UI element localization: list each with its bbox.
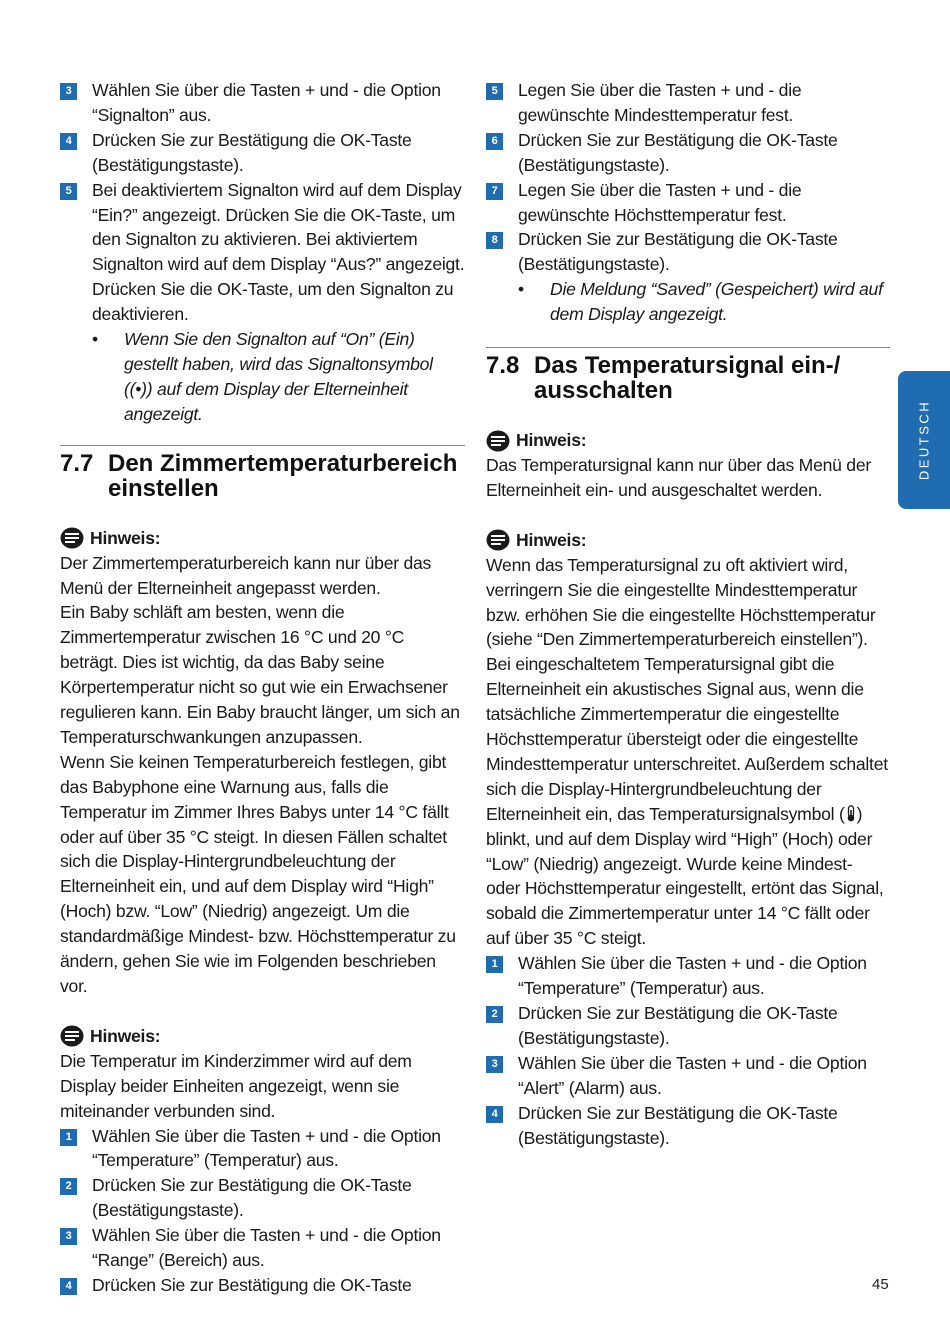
step-item: [486, 951, 890, 1001]
bullet-dot: •: [518, 279, 524, 300]
step-text: Bei deaktiviertem Signalton wird auf dem Display “Ein?” angezeigt. Drücken Sie die OK-Taste, um den Signalton zu aktivieren. Bei aktiviertem Signalton wird auf dem Display “Aus?” angezeigt. Drücken Sie die OK-Taste, um den Signalton zu deaktivieren.: [92, 179, 465, 325]
step-text: Drücken Sie zur Bestätigung die OK-Taste (Bestätigungstaste).: [92, 1175, 412, 1221]
step-number: 4: [60, 133, 77, 150]
step-item: [486, 128, 890, 178]
bullet-text: Die Meldung “Saved” (Gespeichert) wird auf dem Display angezeigt.: [550, 279, 883, 325]
note-label: Hinweis:: [516, 430, 587, 451]
section-number: 7.8: [486, 352, 520, 380]
note-text: Die Temperatur im Kinderzimmer wird auf dem Display beider Einheiten angezeigt, wenn sie miteinander verbunden sind.: [60, 1050, 412, 1121]
note-icon: [486, 529, 510, 551]
step-text: Legen Sie über die Tasten + und - die gewünschte Mindesttemperatur fest.: [518, 80, 802, 125]
section-divider: [60, 445, 465, 446]
step-text: Wählen Sie über die Tasten + und - die Option “Temperature” (Temperatur) aus.: [92, 1125, 441, 1171]
step-item: [486, 227, 890, 277]
step-number: 5: [486, 83, 503, 100]
section-heading: [60, 451, 465, 501]
step-text: Legen Sie über die Tasten + und - die gewünschte Höchsttemperatur fest.: [518, 179, 802, 225]
step-text: Wählen Sie über die Tasten + und - die Option “Alert” (Alarm) aus.: [518, 1052, 867, 1098]
bullet-dot: •: [92, 329, 98, 350]
left-column: [60, 78, 465, 1298]
step-item: [486, 1101, 890, 1151]
note-icon: [486, 430, 510, 452]
step-number: 7: [486, 183, 503, 200]
note-text: Wenn das Temperatursignal zu oft aktiviert wird, verringern Sie die eingestellte Mindesttemperatur bzw. erhöhen Sie die eingestellte Höchsttemperatur (siehe “Den Zimmertemperaturbereich einstellen”).: [486, 554, 876, 650]
section-divider: [486, 347, 890, 348]
step-item: [486, 1051, 890, 1101]
step-item: [60, 1273, 465, 1298]
step-number: 3: [60, 83, 77, 100]
section-heading: [486, 353, 890, 403]
note-text: Der Zimmertemperaturbereich kann nur über das Menü der Elterneinheit angepasst werden.: [60, 552, 432, 598]
step-number: 3: [60, 1228, 77, 1245]
paragraph-text: ) blinkt, und auf dem Display wird “High” (Hoch) oder “Low” (Niedrig) angezeigt. Wurde keine Mindest- oder Höchsttemperatur eingestellt, ertönt das Signal, sobald die Zimmertemperatur unter 14 °C fällt oder auf über 35 °C steigt.: [486, 803, 884, 949]
step-text: Drücken Sie zur Bestätigung die OK-Taste (Bestätigungstaste).: [518, 229, 838, 275]
step-text: Wählen Sie über die Tasten + und - die Option “Temperature” (Temperatur) aus.: [518, 953, 867, 999]
step-number: 2: [60, 1178, 77, 1195]
note-label: Hinweis:: [90, 527, 161, 548]
step-item: [60, 128, 465, 178]
step-number: 5: [60, 183, 77, 200]
thermometer-icon: [845, 805, 857, 822]
step-number: 2: [486, 1006, 503, 1023]
step-item: [60, 78, 465, 128]
paragraph-text: Bei eingeschaltetem Temperatursignal gibt die Elterneinheit ein akustisches Signal aus, wenn die tatsächliche Zimmertemperatur die eingestellte Höchsttemperatur übersteigt oder die eingestellte Mindesttemperatur unterschreitet. Außerdem schaltet sich die Display-Hintergrundbeleuchtung der Elterneinheit ein, das Temperatursignalsymbol (: [486, 654, 888, 824]
step-number: 6: [486, 133, 503, 150]
section-title: Das Temperatursignal ein-/ ausschalten: [534, 352, 841, 405]
step-item: [60, 1173, 465, 1223]
step-item: [60, 1223, 465, 1273]
step-number: 4: [60, 1278, 77, 1295]
note-heading: [60, 1024, 465, 1049]
step-text: Wählen Sie über die Tasten + und - die Option “Signalton” aus.: [92, 80, 441, 125]
step-text: Drücken Sie zur Bestätigung die OK-Taste (Bestätigungstaste).: [518, 1102, 838, 1148]
bullet-item: [486, 277, 890, 327]
step-item: [60, 178, 465, 327]
step-text: Drücken Sie zur Bestätigung die OK-Taste (Bestätigungstaste).: [518, 1003, 838, 1048]
section-title: Den Zimmertemperaturbereich einstellen: [108, 449, 458, 502]
language-tab-label: DEUTSCH: [916, 399, 932, 481]
right-column: [486, 78, 890, 1150]
note-icon: [60, 527, 84, 549]
note-text: Das Temperatursignal kann nur über das Menü der Elterneinheit ein- und ausgeschaltet werden.: [486, 454, 871, 500]
bullet-text: Wenn Sie den Signalton auf “On” (Ein) gestellt haben, wird das Signaltonsymbol ((•)) auf dem Display der Elterneinheit angezeigt.: [124, 329, 433, 424]
step-number: 1: [60, 1129, 77, 1146]
paragraph: Wenn Sie keinen Temperaturbereich festlegen, gibt das Babyphone eine Warnung aus, falls die Temperatur im Zimmer Ihres Babys unter 14 °C fällt oder auf über 35 °C steigt. In diesen Fällen schaltet sich die Display-Hintergrundbeleuchtung der Elterneinheit ein, und auf dem Display wird “High” (Hoch) bzw. “Low” (Niedrig) angezeigt. Um die standardmäßige Mindest- bzw. Höchsttemperatur zu ändern, gehen Sie wie im Folgenden beschrieben vor.: [60, 751, 456, 996]
step-item: [486, 1001, 890, 1051]
step-number: 8: [486, 232, 503, 249]
section-number: 7.7: [60, 449, 94, 477]
note-heading: [60, 526, 465, 551]
note-label: Hinweis:: [90, 1025, 161, 1046]
note-heading: [486, 428, 890, 453]
step-number: 1: [486, 956, 503, 973]
step-item: [486, 78, 890, 128]
step-item: [60, 1124, 465, 1174]
paragraph: Ein Baby schläft am besten, wenn die Zimmertemperatur zwischen 16 °C und 20 °C beträgt. Dies ist wichtig, da das Baby seine Körpertemperatur nicht so gut wie ein Erwachsener regulieren kann. Ein Baby braucht länger, um sich an Temperaturschwankungen anzupassen.: [60, 602, 460, 747]
step-number: 3: [486, 1056, 503, 1073]
step-item: [486, 178, 890, 228]
note-heading: [486, 528, 890, 553]
note-icon: [60, 1025, 84, 1047]
step-text: Drücken Sie zur Bestätigung die OK-Taste: [92, 1274, 412, 1295]
language-tab: [898, 371, 950, 509]
page-number: 45: [872, 1276, 889, 1293]
paragraph: [486, 652, 890, 951]
note-label: Hinweis:: [516, 529, 587, 550]
step-text: Drücken Sie zur Bestätigung die OK-Taste (Bestätigungstaste).: [92, 129, 412, 175]
step-number: 4: [486, 1106, 503, 1123]
bullet-item: [60, 327, 465, 427]
step-text: Drücken Sie zur Bestätigung die OK-Taste (Bestätigungstaste).: [518, 129, 838, 175]
step-text: Wählen Sie über die Tasten + und - die Option “Range” (Bereich) aus.: [92, 1225, 441, 1271]
